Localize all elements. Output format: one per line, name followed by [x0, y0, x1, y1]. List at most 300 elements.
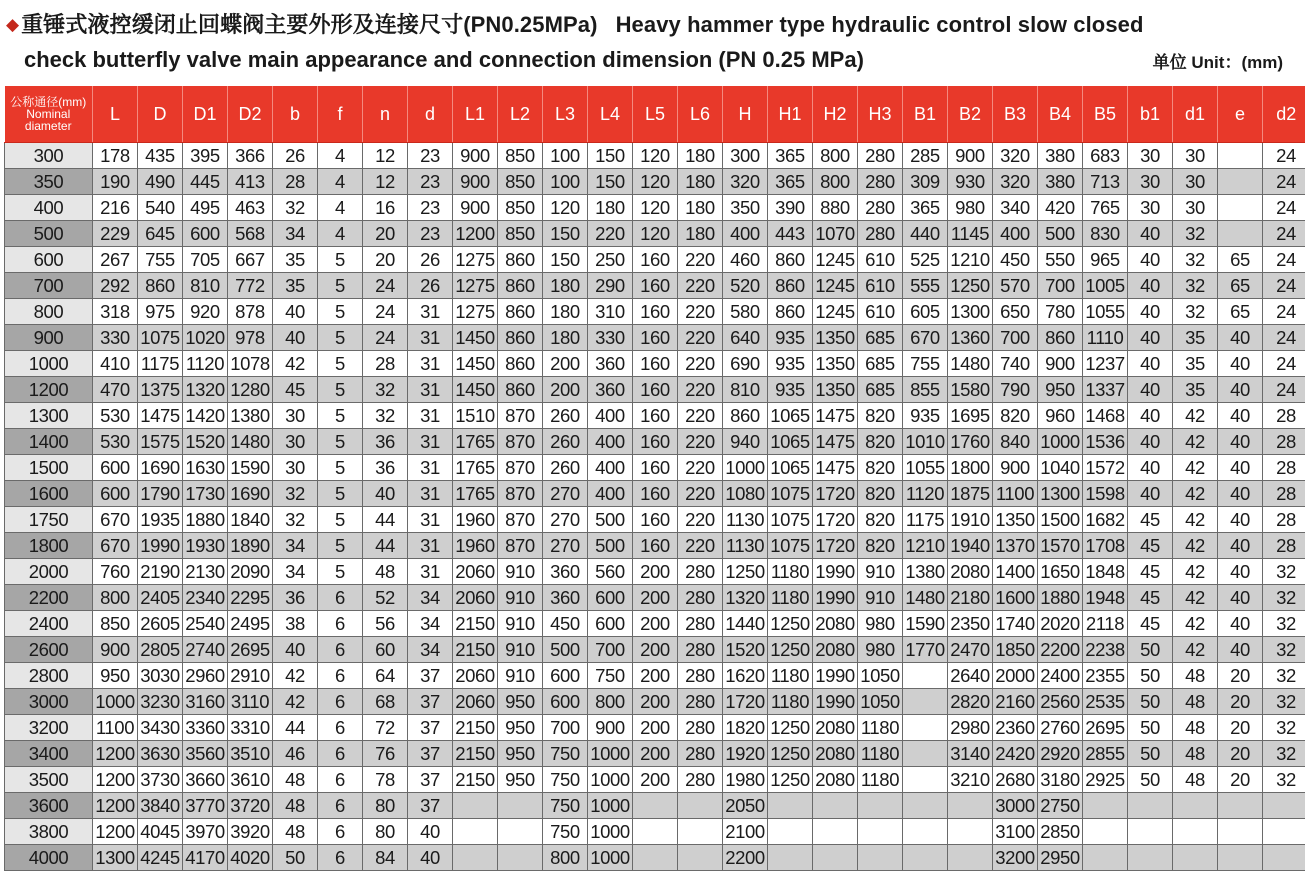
table-cell: [1083, 845, 1128, 871]
table-cell: 390: [768, 195, 813, 221]
table-cell: 40: [408, 819, 453, 845]
table-cell: 1536: [1083, 429, 1128, 455]
table-cell: 160: [633, 429, 678, 455]
table-cell: 860: [768, 273, 813, 299]
table-cell: 800: [813, 143, 858, 169]
table-cell: 360: [543, 585, 588, 611]
table-cell: 200: [633, 689, 678, 715]
table-cell: 870: [498, 481, 543, 507]
table-cell: 550: [1038, 247, 1083, 273]
table-cell: [1128, 819, 1173, 845]
table-cell: 900: [453, 143, 498, 169]
column-header: L: [93, 86, 138, 143]
table-cell: 870: [498, 403, 543, 429]
table-cell: 1000: [588, 845, 633, 871]
table-cell: 820: [858, 533, 903, 559]
table-cell: 2150: [453, 741, 498, 767]
table-cell: 28: [1263, 507, 1305, 533]
table-cell: 100: [543, 143, 588, 169]
table-cell: 280: [858, 169, 903, 195]
table-cell: 42: [1173, 559, 1218, 585]
table-cell: 5: [318, 273, 363, 299]
table-cell: 935: [768, 325, 813, 351]
table-cell: 320: [723, 169, 768, 195]
table-cell: 3100: [993, 819, 1038, 845]
table-cell: [768, 819, 813, 845]
table-cell: 42: [1173, 403, 1218, 429]
table-row: [5, 169, 1305, 195]
table-cell: 900: [993, 455, 1038, 481]
table-cell: 2160: [993, 689, 1038, 715]
table-cell: 260: [543, 429, 588, 455]
table-cell: 2080: [813, 715, 858, 741]
table-cell: 5: [318, 507, 363, 533]
table-cell: 28: [273, 169, 318, 195]
column-header: B3: [993, 86, 1038, 143]
table-cell: 820: [858, 403, 903, 429]
table-cell: 910: [498, 559, 543, 585]
table-row: [5, 377, 1305, 403]
table-cell: 870: [498, 429, 543, 455]
table-cell: 940: [723, 429, 768, 455]
table-cell: 1598: [1083, 481, 1128, 507]
table-cell: 3180: [1038, 767, 1083, 793]
table-cell: 31: [408, 429, 453, 455]
column-header: b1: [1128, 86, 1173, 143]
table-cell: 31: [408, 403, 453, 429]
table-cell: 1075: [768, 507, 813, 533]
table-cell: 40: [1218, 403, 1263, 429]
table-cell: [633, 819, 678, 845]
table-cell: 2950: [1038, 845, 1083, 871]
table-cell: 2925: [1083, 767, 1128, 793]
table-cell: 780: [1038, 299, 1083, 325]
table-cell: 40: [1218, 325, 1263, 351]
table-cell: 35: [1173, 377, 1218, 403]
table-cell: [903, 689, 948, 715]
table-cell: 76: [363, 741, 408, 767]
table-cell: 31: [408, 325, 453, 351]
table-cell: 1000: [588, 741, 633, 767]
table-cell: 280: [678, 637, 723, 663]
table-cell: 216: [93, 195, 138, 221]
table-cell: 48: [363, 559, 408, 585]
table-cell: 65: [1218, 273, 1263, 299]
table-cell: 400: [588, 403, 633, 429]
table-cell: 24: [1263, 169, 1305, 195]
table-cell: 1720: [723, 689, 768, 715]
table-cell: 48: [1173, 715, 1218, 741]
table-cell: 1475: [813, 403, 858, 429]
table-cell: 280: [678, 741, 723, 767]
table-cell: 860: [723, 403, 768, 429]
table-cell: 495: [183, 195, 228, 221]
table-row: [5, 559, 1305, 585]
table-cell: 30: [1128, 143, 1173, 169]
column-header: b: [273, 86, 318, 143]
table-cell: 40: [1128, 429, 1173, 455]
table-cell: 200: [543, 351, 588, 377]
table-cell: 5: [318, 247, 363, 273]
table-cell: 160: [633, 455, 678, 481]
table-cell: 1200: [453, 221, 498, 247]
table-cell: 178: [93, 143, 138, 169]
table-row: [5, 455, 1305, 481]
table-cell: 360: [588, 377, 633, 403]
table-cell: 36: [363, 429, 408, 455]
table-cell: 1990: [813, 559, 858, 585]
table-cell: 3110: [228, 689, 273, 715]
table-cell: 950: [93, 663, 138, 689]
table-cell: 24: [363, 325, 408, 351]
table-cell: 42: [1173, 533, 1218, 559]
nominal-diameter-en-2: diameter: [24, 119, 72, 133]
table-cell: 1005: [1083, 273, 1128, 299]
table-cell: 910: [498, 585, 543, 611]
table-cell: 24: [1263, 247, 1305, 273]
table-row: [5, 793, 1305, 819]
table-cell: [903, 819, 948, 845]
table-cell: 31: [408, 377, 453, 403]
table-cell: 6: [318, 741, 363, 767]
table-cell: [1083, 819, 1128, 845]
table-row: [5, 273, 1305, 299]
table-cell: 2420: [993, 741, 1038, 767]
table-cell: 360: [543, 559, 588, 585]
table-row: [5, 819, 1305, 845]
table-cell: 220: [678, 247, 723, 273]
table-cell: 40: [1128, 299, 1173, 325]
table-row: [5, 351, 1305, 377]
nominal-diameter-cell: 3000: [5, 689, 93, 715]
table-cell: 42: [1173, 429, 1218, 455]
table-cell: 1770: [903, 637, 948, 663]
table-row: [5, 533, 1305, 559]
table-cell: 950: [498, 715, 543, 741]
table-cell: 470: [93, 377, 138, 403]
table-cell: 1990: [138, 533, 183, 559]
table-cell: 2540: [183, 611, 228, 637]
table-cell: [678, 793, 723, 819]
table-row: [5, 325, 1305, 351]
table-cell: 160: [633, 481, 678, 507]
table-cell: 1720: [813, 481, 858, 507]
table-row: [5, 845, 1305, 871]
table-cell: 1180: [858, 767, 903, 793]
table-cell: [768, 845, 813, 871]
table-cell: 24: [363, 299, 408, 325]
table-cell: 24: [1263, 273, 1305, 299]
table-cell: 48: [1173, 689, 1218, 715]
table-cell: 1050: [858, 663, 903, 689]
table-cell: 160: [633, 299, 678, 325]
column-header: H2: [813, 86, 858, 143]
table-cell: 2910: [228, 663, 273, 689]
table-cell: 650: [993, 299, 1038, 325]
table-cell: 2020: [1038, 611, 1083, 637]
title-english-part-2: check butterfly valve main appearance and connection dimension (PN 0.25 MPa): [24, 47, 864, 72]
table-cell: 200: [633, 637, 678, 663]
table-cell: 34: [408, 611, 453, 637]
table-cell: [903, 715, 948, 741]
table-cell: 1468: [1083, 403, 1128, 429]
table-cell: 1350: [993, 507, 1038, 533]
table-cell: 1350: [813, 351, 858, 377]
table-cell: 3920: [228, 819, 273, 845]
table-cell: 24: [1263, 299, 1305, 325]
table-cell: 2190: [138, 559, 183, 585]
table-cell: 220: [678, 299, 723, 325]
table-cell: 220: [678, 481, 723, 507]
table-cell: 3970: [183, 819, 228, 845]
table-cell: [1218, 143, 1263, 169]
table-cell: 65: [1218, 247, 1263, 273]
table-cell: 3000: [993, 793, 1038, 819]
table-cell: 3030: [138, 663, 183, 689]
table-cell: 1120: [903, 481, 948, 507]
table-cell: 490: [138, 169, 183, 195]
table-cell: 270: [543, 481, 588, 507]
table-cell: 810: [723, 377, 768, 403]
table-cell: 1200: [93, 819, 138, 845]
table-cell: [453, 793, 498, 819]
table-cell: 24: [363, 273, 408, 299]
nominal-diameter-cell: 2200: [5, 585, 93, 611]
table-cell: 880: [813, 195, 858, 221]
table-cell: 36: [363, 455, 408, 481]
table-cell: 1708: [1083, 533, 1128, 559]
nominal-diameter-cell: 3800: [5, 819, 93, 845]
table-cell: 38: [273, 611, 318, 637]
table-cell: 6: [318, 663, 363, 689]
table-cell: [903, 845, 948, 871]
table-cell: 1650: [1038, 559, 1083, 585]
table-cell: 1475: [138, 403, 183, 429]
table-cell: 31: [408, 481, 453, 507]
table-cell: 500: [543, 637, 588, 663]
table-cell: 37: [408, 767, 453, 793]
table-cell: 2695: [228, 637, 273, 663]
column-header: n: [363, 86, 408, 143]
table-cell: 2850: [1038, 819, 1083, 845]
table-cell: 4170: [183, 845, 228, 871]
table-cell: 30: [1173, 169, 1218, 195]
table-cell: 32: [1263, 559, 1305, 585]
table-row: [5, 429, 1305, 455]
table-cell: 750: [543, 767, 588, 793]
table-cell: 705: [183, 247, 228, 273]
table-cell: [633, 845, 678, 871]
table-cell: 1370: [993, 533, 1038, 559]
column-header: L2: [498, 86, 543, 143]
table-cell: 1720: [813, 533, 858, 559]
table-cell: 20: [363, 247, 408, 273]
table-cell: 52: [363, 585, 408, 611]
table-row: [5, 247, 1305, 273]
nominal-diameter-cell: 800: [5, 299, 93, 325]
table-cell: 2200: [1038, 637, 1083, 663]
table-cell: 40: [1218, 481, 1263, 507]
table-cell: 220: [678, 507, 723, 533]
table-cell: 120: [633, 221, 678, 247]
table-cell: 35: [273, 247, 318, 273]
nominal-diameter-cell: 4000: [5, 845, 93, 871]
table-cell: 820: [858, 481, 903, 507]
table-cell: [1263, 819, 1305, 845]
table-cell: 2405: [138, 585, 183, 611]
table-cell: 65: [1218, 299, 1263, 325]
table-cell: 900: [453, 169, 498, 195]
table-cell: 600: [543, 689, 588, 715]
table-cell: 80: [363, 793, 408, 819]
column-header: B1: [903, 86, 948, 143]
table-cell: 1175: [138, 351, 183, 377]
table-cell: 220: [678, 403, 723, 429]
table-cell: 760: [93, 559, 138, 585]
table-cell: 40: [1218, 455, 1263, 481]
table-cell: 280: [678, 663, 723, 689]
table-cell: 32: [363, 403, 408, 429]
table-cell: 150: [588, 169, 633, 195]
table-cell: 610: [858, 299, 903, 325]
table-cell: 6: [318, 793, 363, 819]
table-cell: 40: [1218, 377, 1263, 403]
table-cell: 1280: [228, 377, 273, 403]
table-cell: 32: [273, 507, 318, 533]
table-cell: 1520: [183, 429, 228, 455]
table-cell: 645: [138, 221, 183, 247]
table-row: [5, 689, 1305, 715]
table-row: [5, 637, 1305, 663]
nominal-diameter-cell: 3600: [5, 793, 93, 819]
table-cell: 910: [498, 663, 543, 689]
table-cell: 2118: [1083, 611, 1128, 637]
title-chinese: 重锤式液控缓闭止回蝶阀主要外形及连接尺寸(PN0.25MPa): [21, 12, 598, 37]
table-cell: 260: [543, 403, 588, 429]
table-header-row: [5, 86, 1305, 143]
table-cell: 45: [1128, 585, 1173, 611]
table-cell: 1080: [723, 481, 768, 507]
table-cell: 2080: [813, 767, 858, 793]
table-cell: 45: [1128, 507, 1173, 533]
table-cell: 1300: [948, 299, 993, 325]
table-cell: 1275: [453, 299, 498, 325]
table-cell: 820: [858, 507, 903, 533]
table-cell: 270: [543, 507, 588, 533]
table-cell: 2100: [723, 819, 768, 845]
table-row: [5, 663, 1305, 689]
table-cell: 1245: [813, 247, 858, 273]
table-cell: 900: [93, 637, 138, 663]
table-cell: 2695: [1083, 715, 1128, 741]
table-cell: 330: [588, 325, 633, 351]
table-cell: 1875: [948, 481, 993, 507]
table-cell: 1075: [138, 325, 183, 351]
table-cell: 980: [858, 611, 903, 637]
table-cell: 860: [498, 247, 543, 273]
table-cell: 42: [1173, 585, 1218, 611]
table-cell: [813, 845, 858, 871]
table-cell: 40: [1128, 403, 1173, 429]
table-cell: 3140: [948, 741, 993, 767]
table-cell: 1055: [903, 455, 948, 481]
table-cell: 28: [1263, 455, 1305, 481]
table-cell: 400: [588, 429, 633, 455]
table-body: [5, 143, 1305, 871]
table-cell: 400: [588, 455, 633, 481]
table-cell: 1380: [903, 559, 948, 585]
table-cell: 1450: [453, 377, 498, 403]
table-cell: 32: [1263, 767, 1305, 793]
table-cell: 6: [318, 715, 363, 741]
table-cell: 80: [363, 819, 408, 845]
table-cell: 28: [1263, 429, 1305, 455]
table-cell: [948, 793, 993, 819]
table-cell: 48: [1173, 767, 1218, 793]
table-cell: 37: [408, 663, 453, 689]
table-cell: 6: [318, 689, 363, 715]
table-cell: 229: [93, 221, 138, 247]
table-cell: 1480: [948, 351, 993, 377]
nominal-diameter-cell: 1400: [5, 429, 93, 455]
table-cell: 2605: [138, 611, 183, 637]
table-row: [5, 715, 1305, 741]
table-cell: 600: [183, 221, 228, 247]
table-cell: 318: [93, 299, 138, 325]
table-cell: 520: [723, 273, 768, 299]
table-cell: 32: [1173, 247, 1218, 273]
table-cell: 3610: [228, 767, 273, 793]
table-row: [5, 507, 1305, 533]
table-cell: 6: [318, 845, 363, 871]
table-cell: 1200: [93, 767, 138, 793]
table-cell: 1960: [453, 507, 498, 533]
table-cell: 713: [1083, 169, 1128, 195]
table-cell: 6: [318, 819, 363, 845]
table-cell: 1210: [903, 533, 948, 559]
table-cell: 48: [273, 793, 318, 819]
table-cell: 3230: [138, 689, 183, 715]
table-cell: 40: [1218, 351, 1263, 377]
table-cell: 860: [498, 351, 543, 377]
table-cell: 31: [408, 351, 453, 377]
table-cell: 820: [993, 403, 1038, 429]
table-cell: 37: [408, 741, 453, 767]
table-cell: 1000: [723, 455, 768, 481]
column-header: L1: [453, 86, 498, 143]
table-cell: 5: [318, 533, 363, 559]
table-cell: 1070: [813, 221, 858, 247]
table-cell: 600: [588, 585, 633, 611]
table-cell: 2470: [948, 637, 993, 663]
nominal-diameter-en-1: Nominal: [26, 107, 71, 121]
table-cell: 40: [1128, 221, 1173, 247]
table-cell: 48: [273, 819, 318, 845]
table-cell: 220: [678, 533, 723, 559]
nominal-diameter-cell: 1800: [5, 533, 93, 559]
table-cell: 20: [1218, 689, 1263, 715]
table-cell: 860: [768, 247, 813, 273]
table-cell: 180: [543, 299, 588, 325]
table-cell: 1320: [723, 585, 768, 611]
table-cell: 1055: [1083, 299, 1128, 325]
table-cell: 1690: [228, 481, 273, 507]
table-cell: 42: [1173, 455, 1218, 481]
table-cell: 32: [1263, 611, 1305, 637]
table-cell: 40: [1128, 455, 1173, 481]
table-cell: 920: [183, 299, 228, 325]
table-cell: 600: [93, 455, 138, 481]
